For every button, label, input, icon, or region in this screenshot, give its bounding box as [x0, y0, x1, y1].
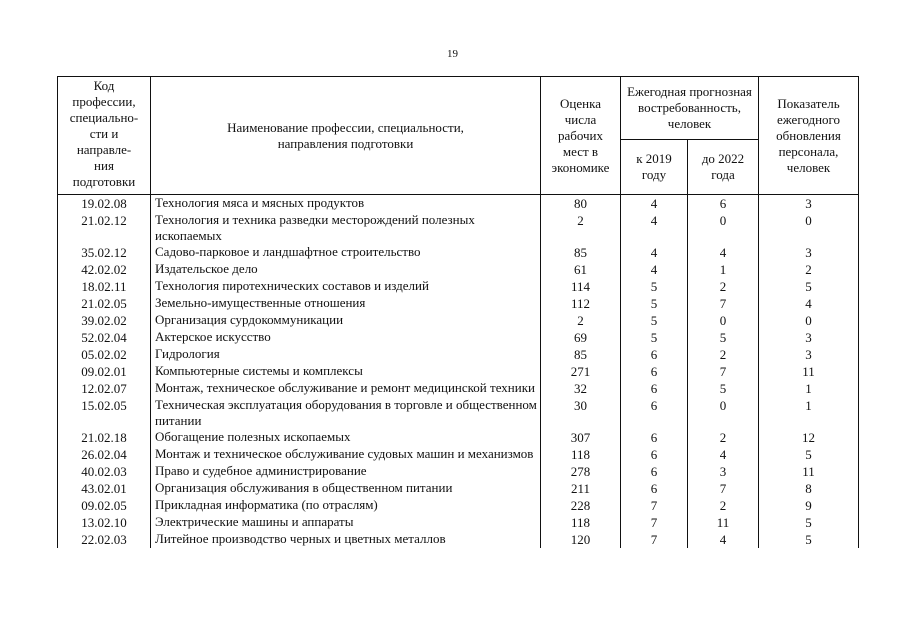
forecast-table — [57, 76, 859, 548]
row-renewal: 11 — [759, 363, 859, 380]
table-row — [58, 446, 859, 463]
row-estimate: 2 — [541, 212, 621, 244]
row-estimate: 118 — [541, 446, 621, 463]
row-estimate: 307 — [541, 429, 621, 446]
row-renewal: 5 — [759, 514, 859, 531]
row-demand-2019: 4 — [621, 195, 688, 213]
row-code: 09.02.05 — [58, 497, 151, 514]
row-code: 52.02.04 — [58, 329, 151, 346]
header-code-line: сти и — [89, 126, 119, 141]
row-estimate: 85 — [541, 244, 621, 261]
header-code-line: специально- — [69, 110, 139, 125]
row-name: Земельно-имущественные отношения — [151, 295, 541, 312]
row-demand-2022: 0 — [688, 397, 759, 429]
row-estimate: 30 — [541, 397, 621, 429]
row-code: 21.02.18 — [58, 429, 151, 446]
row-demand-2022: 4 — [688, 531, 759, 548]
table-row — [58, 380, 859, 397]
table-row — [58, 312, 859, 329]
row-renewal: 1 — [759, 397, 859, 429]
row-code: 05.02.02 — [58, 346, 151, 363]
row-estimate: 118 — [541, 514, 621, 531]
row-demand-2022: 2 — [688, 429, 759, 446]
header-code-line: ния — [94, 158, 114, 173]
table-row — [58, 363, 859, 380]
row-demand-2022: 4 — [688, 446, 759, 463]
row-renewal: 5 — [759, 446, 859, 463]
row-code: 42.02.02 — [58, 261, 151, 278]
row-estimate: 278 — [541, 463, 621, 480]
row-demand-2022: 5 — [688, 329, 759, 346]
row-name: Литейное производство черных и цветных металлов — [151, 531, 541, 548]
row-demand-2019: 5 — [621, 295, 688, 312]
row-estimate: 211 — [541, 480, 621, 497]
row-demand-2019: 6 — [621, 346, 688, 363]
row-estimate: 2 — [541, 312, 621, 329]
page-number: 19 — [447, 48, 458, 60]
row-name: Технология и техника разведки месторождений полезных ископаемых — [151, 212, 541, 244]
table-row — [58, 329, 859, 346]
row-demand-2019: 7 — [621, 497, 688, 514]
row-demand-2019: 6 — [621, 480, 688, 497]
table-header — [58, 77, 859, 195]
row-name: Прикладная информатика (по отраслям) — [151, 497, 541, 514]
row-renewal: 3 — [759, 346, 859, 363]
row-renewal: 3 — [759, 329, 859, 346]
row-name: Технология пиротехнических составов и изделий — [151, 278, 541, 295]
header-code — [58, 77, 151, 195]
row-code: 39.02.02 — [58, 312, 151, 329]
row-demand-2022: 7 — [688, 295, 759, 312]
row-name: Обогащение полезных ископаемых — [151, 429, 541, 446]
table-row — [58, 244, 859, 261]
row-demand-2019: 7 — [621, 514, 688, 531]
table-row — [58, 346, 859, 363]
row-demand-2022: 4 — [688, 244, 759, 261]
table-row — [58, 261, 859, 278]
row-demand-2022: 11 — [688, 514, 759, 531]
row-estimate: 85 — [541, 346, 621, 363]
header-code-line: Код — [93, 78, 115, 93]
row-estimate: 271 — [541, 363, 621, 380]
row-estimate: 61 — [541, 261, 621, 278]
row-demand-2022: 1 — [688, 261, 759, 278]
row-name: Техническая эксплуатация оборудования в торговле и общественном питании — [151, 397, 541, 429]
table-row — [58, 429, 859, 446]
row-code: 21.02.05 — [58, 295, 151, 312]
row-name: Право и судебное администрирование — [151, 463, 541, 480]
row-estimate: 114 — [541, 278, 621, 295]
row-renewal: 12 — [759, 429, 859, 446]
row-demand-2019: 4 — [621, 261, 688, 278]
row-demand-2019: 4 — [621, 212, 688, 244]
row-name: Садово-парковое и ландшафтное строительство — [151, 244, 541, 261]
row-demand-2019: 6 — [621, 397, 688, 429]
row-demand-2019: 4 — [621, 244, 688, 261]
row-code: 19.02.08 — [58, 195, 151, 213]
table-row — [58, 278, 859, 295]
row-estimate: 69 — [541, 329, 621, 346]
row-renewal: 0 — [759, 212, 859, 244]
table-row — [58, 212, 859, 244]
table-row — [58, 531, 859, 548]
row-estimate: 228 — [541, 497, 621, 514]
row-demand-2022: 0 — [688, 212, 759, 244]
row-code: 26.02.04 — [58, 446, 151, 463]
table-row — [58, 480, 859, 497]
row-demand-2022: 7 — [688, 363, 759, 380]
header-year-2022: до 2022 года — [688, 140, 759, 195]
row-demand-2019: 6 — [621, 380, 688, 397]
row-name: Компьютерные системы и комплексы — [151, 363, 541, 380]
row-demand-2019: 5 — [621, 329, 688, 346]
row-demand-2022: 2 — [688, 346, 759, 363]
header-estimate: Оценка числа рабочих мест в экономике — [541, 77, 621, 195]
row-name: Издательское дело — [151, 261, 541, 278]
row-renewal: 3 — [759, 244, 859, 261]
row-code: 18.02.11 — [58, 278, 151, 295]
row-name: Электрические машины и аппараты — [151, 514, 541, 531]
table-row — [58, 497, 859, 514]
row-renewal: 3 — [759, 195, 859, 213]
row-code: 13.02.10 — [58, 514, 151, 531]
row-code: 40.02.03 — [58, 463, 151, 480]
row-code: 12.02.07 — [58, 380, 151, 397]
row-name: Технология мяса и мясных продуктов — [151, 195, 541, 213]
header-name: Наименование профессии, специальности, направления подготовки — [151, 77, 541, 195]
header-year-2019: к 2019 году — [621, 140, 688, 195]
row-demand-2019: 6 — [621, 429, 688, 446]
row-name: Организация сурдокоммуникации — [151, 312, 541, 329]
row-name: Монтаж и техническое обслуживание судовых машин и механизмов — [151, 446, 541, 463]
table-row — [58, 514, 859, 531]
row-demand-2022: 7 — [688, 480, 759, 497]
row-code: 35.02.12 — [58, 244, 151, 261]
row-name: Актерское искусство — [151, 329, 541, 346]
row-name: Организация обслуживания в общественном питании — [151, 480, 541, 497]
row-estimate: 120 — [541, 531, 621, 548]
row-renewal: 2 — [759, 261, 859, 278]
header-code-line: профессии, — [72, 94, 136, 109]
table-row — [58, 195, 859, 213]
row-renewal: 8 — [759, 480, 859, 497]
row-estimate: 80 — [541, 195, 621, 213]
row-renewal: 11 — [759, 463, 859, 480]
row-demand-2019: 6 — [621, 463, 688, 480]
row-code: 15.02.05 — [58, 397, 151, 429]
row-name: Гидрология — [151, 346, 541, 363]
row-demand-2019: 6 — [621, 363, 688, 380]
row-estimate: 32 — [541, 380, 621, 397]
row-demand-2022: 6 — [688, 195, 759, 213]
table-row — [58, 397, 859, 429]
header-renewal: Показатель ежегодного обновления персонала, человек — [759, 77, 859, 195]
row-name: Монтаж, техническое обслуживание и ремонт медицинской техники — [151, 380, 541, 397]
row-demand-2022: 3 — [688, 463, 759, 480]
row-demand-2022: 5 — [688, 380, 759, 397]
row-demand-2019: 5 — [621, 278, 688, 295]
row-demand-2019: 6 — [621, 446, 688, 463]
row-renewal: 1 — [759, 380, 859, 397]
header-annual-demand: Ежегодная прогнозная востребованность, человек — [621, 77, 759, 140]
row-renewal: 9 — [759, 497, 859, 514]
row-renewal: 0 — [759, 312, 859, 329]
row-code: 22.02.03 — [58, 531, 151, 548]
row-renewal: 4 — [759, 295, 859, 312]
row-renewal: 5 — [759, 278, 859, 295]
table-row — [58, 463, 859, 480]
row-demand-2019: 5 — [621, 312, 688, 329]
table-body — [58, 195, 859, 549]
row-demand-2022: 2 — [688, 497, 759, 514]
row-code: 21.02.12 — [58, 212, 151, 244]
row-code: 09.02.01 — [58, 363, 151, 380]
header-code-line: подготовки — [72, 174, 136, 189]
row-code: 43.02.01 — [58, 480, 151, 497]
table-row — [58, 295, 859, 312]
row-estimate: 112 — [541, 295, 621, 312]
row-demand-2019: 7 — [621, 531, 688, 548]
row-demand-2022: 0 — [688, 312, 759, 329]
header-code-line: направле- — [76, 142, 132, 157]
row-demand-2022: 2 — [688, 278, 759, 295]
row-renewal: 5 — [759, 531, 859, 548]
